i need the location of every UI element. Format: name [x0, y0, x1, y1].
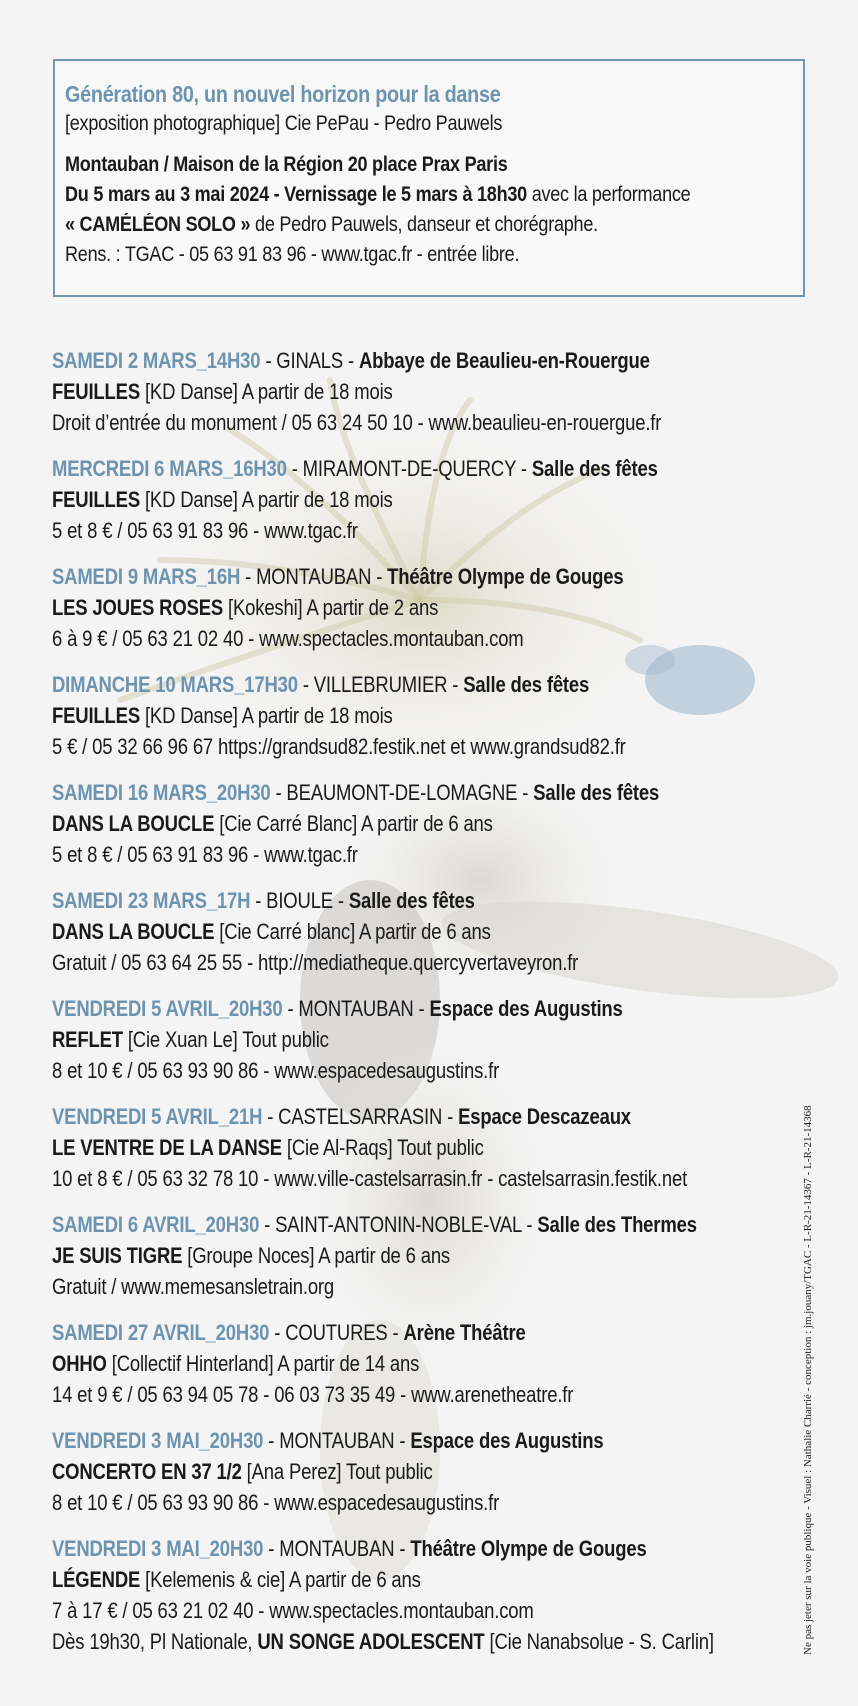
event-venue: Salle des fêtes	[348, 888, 475, 913]
event-city: - BIOULE -	[250, 888, 349, 913]
event-city: - MONTAUBAN -	[263, 1428, 411, 1453]
event-details: [Cie Carré Blanc] A partir de 6 ans	[214, 811, 493, 836]
exhibition-dates-bold: Du 5 mars au 3 mai 2024 - Vernissage le 5 mars à 18h30	[65, 183, 527, 206]
event-city: - BEAUMONT-DE-LOMAGNE -	[270, 780, 534, 805]
event-city: - MONTAUBAN -	[240, 564, 388, 589]
event-date: VENDREDI 3 MAI_20H30	[52, 1536, 264, 1561]
event-details: [KD Danse] A partir de 18 mois	[139, 487, 393, 512]
event-city: - MONTAUBAN -	[263, 1536, 411, 1561]
event-date: DIMANCHE 10 MARS_17H30	[52, 672, 298, 697]
event-show: FEUILLES	[52, 379, 140, 404]
event-item	[52, 453, 852, 561]
event-date: SAMEDI 16 MARS_20H30	[52, 780, 271, 805]
event-show: REFLET	[52, 1027, 123, 1052]
event-item	[52, 1101, 852, 1209]
event-date: SAMEDI 23 MARS_17H	[52, 888, 251, 913]
event-date: VENDREDI 5 AVRIL_20H30	[52, 996, 283, 1021]
event-item	[52, 1209, 852, 1317]
event-details: [Cie Xuan Le] Tout public	[122, 1027, 329, 1052]
event-info: 14 et 9 € / 05 63 94 05 78 - 06 03 73 35 49 - www.arenetheatre.fr	[52, 1382, 574, 1407]
events-list	[52, 345, 852, 1654]
exhibition-dates-rest: avec la performance	[526, 183, 691, 206]
event-date: MERCREDI 6 MARS_16H30	[52, 456, 287, 481]
legal-side-note: Ne pas jeter sur la voie publique - Visuel : Nathalie Charrié - conception : jm.jouany/TGAC - L-R-21-14367 - L-R-21-14368	[802, 1105, 814, 1655]
exhibition-info-box	[53, 59, 805, 297]
event-show: CONCERTO EN 37 1/2	[52, 1459, 242, 1484]
performance-details: de Pedro Pauwels, danseur et chorégraphe.	[250, 213, 598, 236]
event-city: - MONTAUBAN -	[282, 996, 430, 1021]
event-info: 5 € / 05 32 66 96 67 https://grandsud82.festik.net et www.grandsud82.fr	[52, 734, 626, 759]
event-details: [KD Danse] A partir de 18 mois	[139, 379, 393, 404]
event-item	[52, 669, 852, 777]
event-date: VENDREDI 5 AVRIL_21H	[52, 1104, 263, 1129]
event-info: 8 et 10 € / 05 63 93 90 86 - www.espacedesaugustins.fr	[52, 1490, 500, 1515]
event-info: 8 et 10 € / 05 63 93 90 86 - www.espacedesaugustins.fr	[52, 1058, 500, 1083]
event-show: FEUILLES	[52, 703, 140, 728]
event-extra-pre: Dès 19h30, Pl Nationale,	[52, 1629, 258, 1654]
event-city: - GINALS -	[260, 348, 359, 373]
event-details: [Cie Carré blanc] A partir de 6 ans	[214, 919, 491, 944]
event-venue: Salle des fêtes	[463, 672, 590, 697]
event-show: LÉGENDE	[52, 1567, 141, 1592]
event-venue: Théâtre Olympe de Gouges	[410, 1536, 647, 1561]
exhibition-contact: Rens. : TGAC - 05 63 91 83 96 - www.tgac.fr - entrée libre.	[65, 243, 520, 266]
exhibition-performance	[65, 210, 691, 240]
event-venue: Salle des fêtes	[533, 780, 660, 805]
event-city: - SAINT-ANTONIN-NOBLE-VAL -	[259, 1212, 538, 1237]
event-show: LES JOUES ROSES	[52, 595, 224, 620]
event-info: Gratuit / www.memesansletrain.org	[52, 1274, 335, 1299]
event-venue: Théâtre Olympe de Gouges	[387, 564, 624, 589]
event-city: - CASTELSARRASIN -	[262, 1104, 459, 1129]
event-venue: Espace des Augustins	[429, 996, 623, 1021]
event-venue: Salle des fêtes	[531, 456, 658, 481]
event-date: VENDREDI 3 MAI_20H30	[52, 1428, 264, 1453]
event-show: OHHO	[52, 1351, 107, 1376]
exhibition-venue: Montauban / Maison de la Région 20 place Prax Paris	[65, 153, 508, 176]
event-details: [Kelemenis & cie] A partir de 6 ans	[140, 1567, 421, 1592]
event-details: [Collectif Hinterland] A partir de 14 ans	[106, 1351, 420, 1376]
event-item	[52, 1317, 852, 1425]
exhibition-title: Génération 80, un nouvel horizon pour la danse	[65, 81, 501, 107]
event-date: SAMEDI 2 MARS_14H30	[52, 348, 261, 373]
event-item	[52, 1533, 852, 1654]
event-show: LE VENTRE DE LA DANSE	[52, 1135, 282, 1160]
event-info: 6 à 9 € / 05 63 21 02 40 - www.spectacles.montauban.com	[52, 626, 524, 651]
event-show: JE SUIS TIGRE	[52, 1243, 183, 1268]
event-show: DANS LA BOUCLE	[52, 811, 215, 836]
exhibition-dates	[65, 180, 691, 210]
event-city: - MIRAMONT-DE-QUERCY -	[286, 456, 532, 481]
event-info: Droit d’entrée du monument / 05 63 24 50 10 - www.beaulieu-en-rouergue.fr	[52, 410, 662, 435]
event-item	[52, 561, 852, 669]
event-details: [Kokeshi] A partir de 2 ans	[223, 595, 439, 620]
event-item	[52, 885, 852, 993]
event-venue: Salle des Thermes	[537, 1212, 697, 1237]
event-details: [Ana Perez] Tout public	[241, 1459, 433, 1484]
event-city: - VILLEBRUMIER -	[297, 672, 464, 697]
event-info: 5 et 8 € / 05 63 91 83 96 - www.tgac.fr	[52, 842, 358, 867]
event-item	[52, 993, 852, 1101]
event-date: SAMEDI 6 AVRIL_20H30	[52, 1212, 260, 1237]
event-info: 7 à 17 € / 05 63 21 02 40 - www.spectacles.montauban.com	[52, 1598, 534, 1623]
event-show: FEUILLES	[52, 487, 140, 512]
performance-name: « CAMÉLÉON SOLO »	[65, 213, 251, 236]
exhibition-subtitle: [exposition photographique] Cie PePau - Pedro Pauwels	[65, 112, 503, 135]
event-info: 10 et 8 € / 05 63 32 78 10 - www.ville-castelsarrasin.fr - castelsarrasin.festik.net	[52, 1166, 688, 1191]
event-city: - COUTURES -	[269, 1320, 404, 1345]
event-item	[52, 777, 852, 885]
event-item	[52, 1425, 852, 1533]
event-date: SAMEDI 9 MARS_16H	[52, 564, 241, 589]
event-venue: Abbaye de Beaulieu-en-Rouergue	[358, 348, 650, 373]
event-venue: Arène Théâtre	[403, 1320, 526, 1345]
event-extra-show: UN SONGE ADOLESCENT	[257, 1629, 485, 1654]
event-details: [Cie Al-Raqs] Tout public	[281, 1135, 484, 1160]
event-details: [Groupe Noces] A partir de 6 ans	[182, 1243, 451, 1268]
event-venue: Espace des Augustins	[410, 1428, 604, 1453]
event-extra	[52, 1626, 724, 1657]
event-item	[52, 345, 852, 453]
event-info: 5 et 8 € / 05 63 91 83 96 - www.tgac.fr	[52, 518, 358, 543]
event-info: Gratuit / 05 63 64 25 55 - http://mediatheque.quercyvertaveyron.fr	[52, 950, 579, 975]
event-show: DANS LA BOUCLE	[52, 919, 215, 944]
event-extra-post: [Cie Nanabsolue - S. Carlin]	[484, 1629, 714, 1654]
event-date: SAMEDI 27 AVRIL_20H30	[52, 1320, 270, 1345]
event-details: [KD Danse] A partir de 18 mois	[139, 703, 393, 728]
event-venue: Espace Descazeaux	[458, 1104, 631, 1129]
